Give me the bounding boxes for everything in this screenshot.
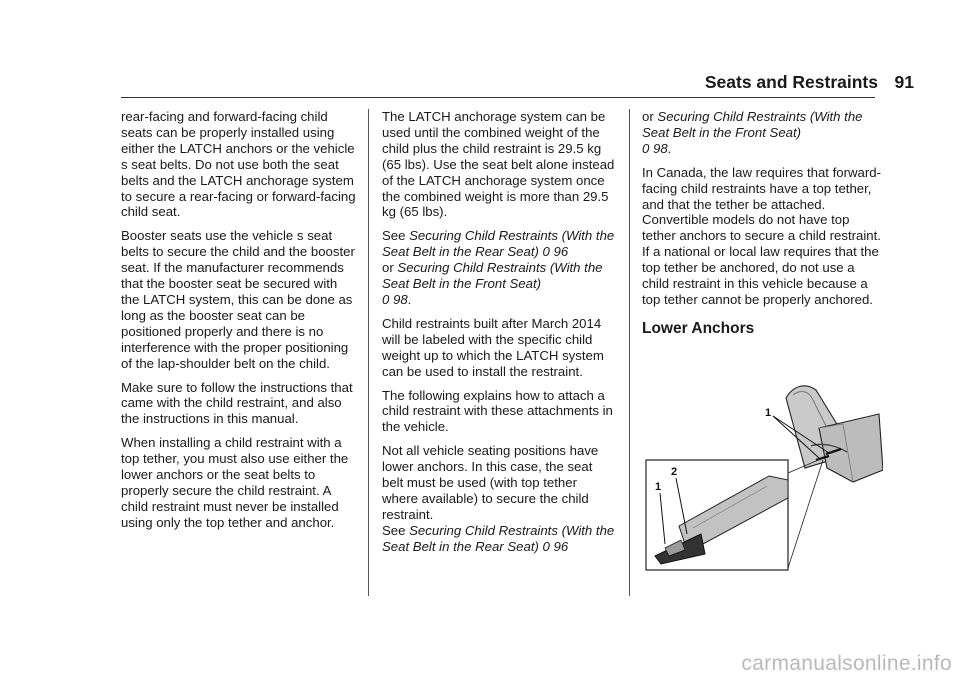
- column-divider: [629, 109, 630, 596]
- cross-reference-link[interactable]: Securing Child Restraints (With the Seat Belt in the Front Seat): [382, 260, 603, 292]
- paragraph-text: Not all vehicle seating positions have lower anchors. In this case, the seat belt must be used (with top tether where available) to secure the child restraint.: [382, 443, 599, 522]
- paragraph: When installing a child restraint with a top tether, you must also use either the lower anchors or the seat belts to properly secure the child restraint. A child restraint must never be installed using only the top tether and anchor.: [121, 435, 349, 530]
- column-3: [642, 109, 882, 337]
- callout-1-label: 1: [765, 407, 772, 419]
- paragraph: Booster seats use the vehicle s seat belts to secure the child and the booster seat. If the manufacturer recommends that the booster seat be secured with the LATCH system, this can be done as long as the booster seat can be positioned properly and there is no interference with the proper positioning of the lap-shoulder belt on the child.: [121, 228, 355, 371]
- zoom-line: [788, 460, 823, 568]
- paragraph: [382, 443, 616, 554]
- see-also-paragraph: [382, 228, 616, 308]
- page-number: 91: [894, 72, 914, 92]
- paragraph: The LATCH anchorage system can be used until the combined weight of the child plus the child restraint is 29.5 kg (65 lbs). Use the seat belt alone instead of the LATCH anchorage system once the combined weight is more than 29.5 kg (65 lbs).: [382, 109, 615, 220]
- cross-reference-link[interactable]: Securing Child Restraints (With the Seat Belt in the Front Seat): [642, 109, 863, 140]
- column-2: [382, 109, 616, 563]
- page-header: [0, 0, 960, 100]
- or-label: or: [642, 109, 654, 124]
- see-label: See: [382, 228, 406, 244]
- paragraph: In Canada, the law requires that forward-facing child restraints have a top tether, and that the tether be attached. Convertible models do not have top tether anchors to secure a child restraint. If a national or local law requires that the top tether be anchored, do not use a child restraint in this vehicle because a top tether cannot be properly anchored.: [642, 164, 881, 307]
- cross-reference-page[interactable]: 0 98: [642, 140, 668, 156]
- or-label: or: [382, 260, 394, 276]
- inset-detail: [646, 460, 788, 570]
- lower-anchors-illustration: [643, 378, 883, 578]
- cross-reference-link[interactable]: Securing Child Restraints (With the Seat Belt in the Rear Seat): [382, 228, 615, 260]
- paragraph: Make sure to follow the instructions that came with the child restraint, and also the instructions in this manual.: [121, 379, 353, 427]
- paragraph: Child restraints built after March 2014 will be labeled with the specific child weight up to which the LATCH system can be used to install the restraint.: [382, 315, 604, 379]
- column-divider: [368, 109, 369, 596]
- cross-reference-link[interactable]: Securing Child Restraints (With the Seat Belt in the Rear Seat): [382, 522, 615, 554]
- lower-anchors-heading: Lower Anchors: [642, 319, 755, 337]
- column-1: [121, 109, 357, 539]
- watermark: carmanualsonline.info: [741, 652, 952, 675]
- cross-reference-page[interactable]: 0 96: [542, 538, 569, 554]
- see-also-paragraph: [642, 109, 882, 157]
- paragraph: The following explains how to attach a child restraint with these attachments in the vehicle.: [382, 387, 613, 435]
- callout-2-label: 2: [671, 466, 678, 478]
- section-title: Seats and Restraints: [704, 72, 878, 92]
- cross-reference-page[interactable]: 0 96: [542, 244, 569, 260]
- see-label: See: [382, 522, 406, 538]
- cross-reference-page[interactable]: 0 98: [382, 291, 408, 307]
- header-rule: [121, 97, 875, 98]
- period: .: [407, 291, 412, 307]
- paragraph: rear-facing and forward-facing child seats can be properly installed using either the LATCH anchors or the vehicle s seat belts. Do not use both the seat belts and the LATCH anchorage system to secure a rear-facing or forward-facing child seat.: [121, 109, 356, 220]
- period: .: [667, 140, 672, 156]
- callout-1-label: 1: [655, 481, 662, 493]
